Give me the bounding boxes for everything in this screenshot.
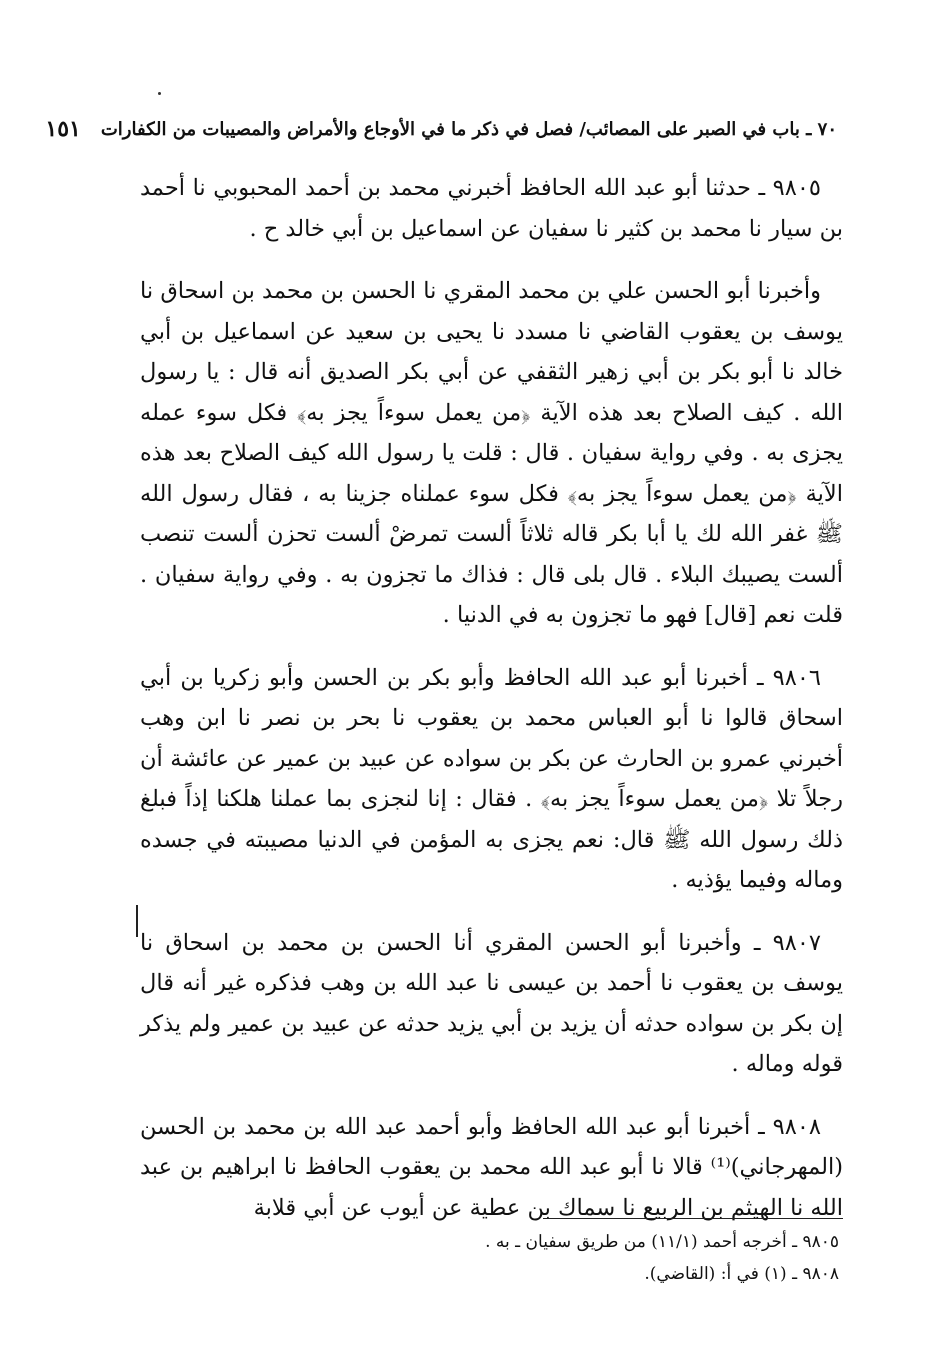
scan-speck bbox=[158, 92, 161, 95]
margin-mark bbox=[136, 905, 138, 937]
page-number: ١٥١ bbox=[45, 116, 81, 142]
footnote-9805: ٩٨٠٥ ـ أخرجه أحمد (١١/١) من طريق سفيان ـ به . bbox=[485, 1232, 839, 1252]
footnote-9808: ٩٨٠٨ ـ (١) في أ: (القاضي). bbox=[644, 1264, 839, 1284]
hadith-9807: ٩٨٠٧ ـ وأخبرنا أبو الحسن المقري أنا الحسن بن محمد بن اسحاق نا يوسف بن يعقوب نا أحمد بن عيسى نا عبد الله بن وهب فذكره غير أنه قال إن بكر بن سواده حدثه أن يزيد بن أبي يزيد حدثه عن عبيد بن عمير ولم يذكر قوله وماله . bbox=[140, 929, 843, 1077]
hadith-9808: ٩٨٠٨ ـ أخبرنا أبو عبد الله الحافظ وأبو أحمد عبد الله بن محمد بن الحسن (المهرجاني)⁽¹⁾ قالا نا أبو عبد الله محمد بن يعقوب الحافظ نا ابراهيم بن عبد الله نا الهيثم بن الربيع نا سماك بن عطية عن أيوب عن أبي قلابة bbox=[140, 1113, 843, 1221]
chapter-title: ٧٠ ـ باب في الصبر على المصائب/ فصل في ذكر ما في الأوجاع والأمراض والمصيبات من الكفارات bbox=[100, 118, 837, 140]
main-text bbox=[140, 168, 843, 1250]
footnotes bbox=[140, 1226, 839, 1290]
hadith-9805-continued: وأخبرنا أبو الحسن علي بن محمد المقري نا الحسن بن محمد بن اسحاق نا يوسف بن يعقوب القاضي نا مسدد نا يحيى بن سعيد عن اسماعيل بن أبي خالد نا أبو بكر بن أبي زهير الثقفي عن أبي بكر الصديق أنه قال : يا رسول الله . كيف الصلاح بعد هذه الآية ﴿من يعمل سوءاً يجز به﴾ فكل سوء عمله يجزى به . وفي رواية سفيان . قال : قلت يا رسول الله كيف الصلاح بعد هذه الآية ﴿من يعمل سوءاً يجز به﴾ فكل سوء عملناه جزينا به ، فقال رسول الله ﷺ غفر الله لك يا أبا بكر قاله ثلاثاً ألست تمرضْ ألست تحزن ألست تنصب ألست يصيبك البلاء . قال بلى قال : فذاك ما تجزون به . وفي رواية سفيان . قلت نعم [قال] فهو ما تجزون به في الدنيا . bbox=[140, 278, 843, 628]
hadith-9805: ٩٨٠٥ ـ حدثنا أبو عبد الله الحافظ أخبرني محمد بن أحمد المحبوبي نا أحمد بن سيار نا محمد بن كثير نا سفيان عن اسماعيل بن أبي خالد ح . bbox=[140, 175, 843, 242]
running-header bbox=[45, 112, 837, 146]
footnote-divider bbox=[543, 1218, 843, 1219]
hadith-9806: ٩٨٠٦ ـ أخبرنا أبو عبد الله الحافظ وأبو بكر بن الحسن وأبو زكريا بن أبي اسحاق قالوا نا أبو العباس محمد بن يعقوب نا بحر بن نصر نا ابن وهب أخبرني عمرو بن الحارث عن بكر بن سواده عن عبيد بن عمير عن عائشة أن رجلاً تلا ﴿من يعمل سوءاً يجز به﴾ . فقال : إنا لنجزى بما عملنا هلكنا إذاً فبلغ ذلك رسول الله ﷺ قال: نعم يجزى به المؤمن في الدنيا مصيبته في جسده وماله وفيما يؤذيه . bbox=[140, 664, 843, 893]
